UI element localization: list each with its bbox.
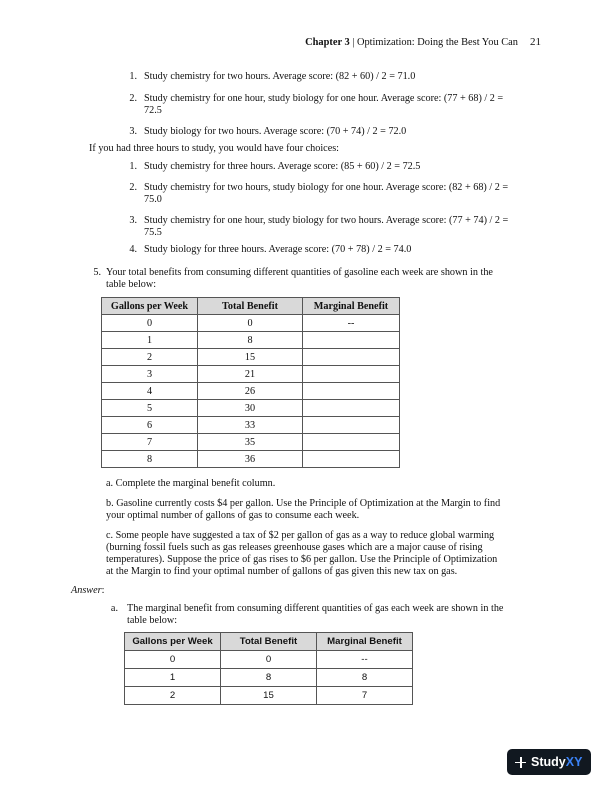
table-row: 0 0 --	[125, 651, 413, 669]
running-header	[305, 36, 541, 49]
plus-icon	[515, 757, 526, 768]
column-header: Gallons per Week	[102, 298, 198, 315]
answer-label: Answer:	[71, 585, 105, 596]
page-number: 21	[530, 36, 541, 48]
table-row: 5 30	[102, 400, 400, 417]
chapter-title: Optimization: Doing the Best You Can	[356, 37, 518, 48]
table-row: 8 36	[102, 451, 400, 468]
table-row: 6 33	[102, 417, 400, 434]
part-a: a. Complete the marginal benefit column.	[106, 478, 276, 489]
table-header-row	[125, 633, 413, 651]
table-row: 4 26	[102, 383, 400, 400]
table-header-row	[102, 298, 400, 315]
table-row: 1 8 8	[125, 669, 413, 687]
table-row: 3 21	[102, 366, 400, 383]
document-page: Chapter 3 | Optimization: Doing the Best You Can 21 1. Study chemistry for two hours. Average score: (82 + 60) / 2 = 71.0 2. Study chemistry for one hour, study biology for one hour. Average score: (77 + 68) / 2 = 72.5 3. Study biology for two hours. Average score: (70 + 74) / 2 = 72.0 If you had three hours to study, you would have four choices: 1. Study chemistry for three hours. Average score: (85 + 60) / 2 = 72.5 2. Study chemistry for two hours, study biology for one hour. Average score: (82 + 68) / 2 = 75.0 3. Study chemistry for one hour, study biology for two hours. Average score: (77 + 74) / 2 = 75.5 4. Study biology for three hours. Average score: (70 + 78) / 2 = 74.0 5. Your total benefits from consuming different quantities of gasoline each week are shown in the table below: Gallons per Week Total Benefit Marginal Benefit 0 0 -- 1 8 2 15 3 21 4 26 5 30 6 33 7 35 8 36 a. Complete the marginal benefit column. b. Gasoline currently costs $4 per gallon. Use the Principle of Optimization at the Margin to find your optimal number of gallons of gas to consume each week. c. Some people have suggested a tax of $2 per gallon of gas as a way to reduce global warming (burning fossil fuels such as gas releases greenhouse gases which are a major cause of rising temperatures). Suppose the price of gas rises to $6 per gallon. Use the Principle of Optimization at the Margin to find your optimal number of gallons of gas given this new tax on gas. Answer: a. The marginal benefit from consuming different quantities of gas each week are shown in the table below: Gallons per Week Total Benefit Marginal Benefit 0 0 -- 1 8 8 2 15 7 Study XY	[0, 0, 612, 792]
answer-marginal-benefit-table	[124, 632, 413, 705]
header-separator: |	[349, 37, 357, 48]
column-header: Total Benefit	[198, 298, 303, 315]
gasoline-benefit-table	[101, 297, 400, 468]
column-header: Gallons per Week	[125, 633, 221, 651]
chapter-label: Chapter 3	[305, 37, 350, 48]
table-row: 1 8	[102, 332, 400, 349]
table-row: 2 15 7	[125, 687, 413, 705]
table-row: 7 35	[102, 434, 400, 451]
column-header: Marginal Benefit	[303, 298, 400, 315]
table-row: 0 0 --	[102, 315, 400, 332]
three-hours-intro: If you had three hours to study, you would have four choices:	[89, 143, 340, 154]
column-header: Total Benefit	[221, 633, 317, 651]
column-header: Marginal Benefit	[317, 633, 413, 651]
table-row: 2 15	[102, 349, 400, 366]
studyxy-logo[interactable]: Study XY	[507, 749, 591, 775]
